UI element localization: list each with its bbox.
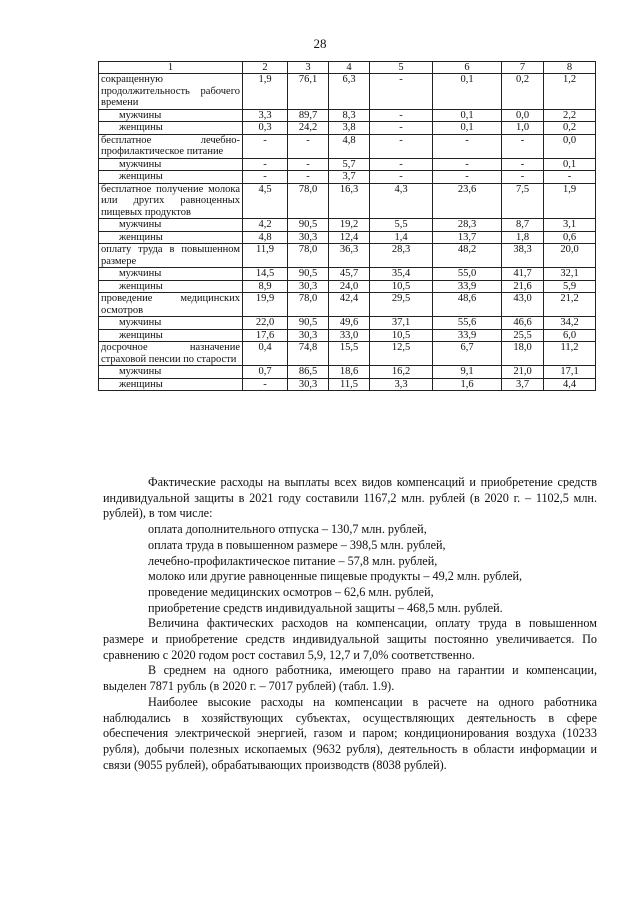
table-cell: 3,7 [502,378,544,391]
table-cell: - [288,134,329,158]
table-cell: 9,1 [433,366,502,379]
table-row [99,158,596,171]
table-row [99,366,596,379]
table-cell: - [370,74,433,110]
header-cell: 3 [288,62,329,74]
table-cell: 0,1 [433,74,502,110]
table-cell: 0,0 [502,109,544,122]
table-cell: - [502,134,544,158]
table-cell: 90,5 [288,268,329,281]
table-cell: 18,0 [502,342,544,366]
table-cell: 1,4 [370,231,433,244]
table-cell: - [502,158,544,171]
table-cell: 2,2 [544,109,596,122]
table-cell: 76,1 [288,74,329,110]
table-cell: 41,7 [502,268,544,281]
table-cell: 36,3 [329,244,370,268]
compensation-table [98,61,596,391]
table-cell: 0,1 [433,122,502,135]
paragraph-average-per-worker: В среднем на одного работника, имеющего право на гарантии и компенсации, выделен 7871 рубль (в 2020 г. – 7017 рублей) (табл. 1.9). [103,663,597,694]
header-cell: 8 [544,62,596,74]
table-row [99,109,596,122]
table-cell: - [370,158,433,171]
table-cell: 32,1 [544,268,596,281]
table-cell: 86,5 [288,366,329,379]
table-row [99,293,596,317]
table-cell: 30,3 [288,231,329,244]
list-item: лечебно-профилактическое питание – 57,8 млн. рублей, [148,553,438,568]
paragraph-highest-expenses: Наиболее высокие расходы на компенсации в расчете на одного работника наблюдались в хозяйствующих субъектах, осуществляющих деятельность в сфере обеспечения электрической энергией, газом и паром; кондиционирования воздуха (10233 рубля), добычи полезных ископаемых (9632 рубля), деятельность в области информации и связи (9055 рублей), обрабатывающих производств (8038 рублей). [103,694,597,772]
page-number: 28 [313,36,327,51]
table-row [99,342,596,366]
table-cell: 3,3 [370,378,433,391]
table-cell: 1,8 [502,231,544,244]
row-label: мужчины [99,268,243,281]
table-cell: - [243,134,288,158]
row-label: женщины [99,329,243,342]
table-cell: 21,2 [544,293,596,317]
row-label: мужчины [99,317,243,330]
table-cell: 4,3 [370,183,433,219]
table-cell: 30,3 [288,378,329,391]
table-cell: 0,6 [544,231,596,244]
row-label: женщины [99,171,243,184]
row-label: женщины [99,231,243,244]
header-cell: 6 [433,62,502,74]
table-cell: 78,0 [288,183,329,219]
table-cell: 3,8 [329,122,370,135]
table-cell: 7,5 [502,183,544,219]
table-cell: 3,7 [329,171,370,184]
table-cell: 28,3 [370,244,433,268]
table-cell: 0,2 [544,122,596,135]
header-cell: 7 [502,62,544,74]
table-cell: 19,2 [329,219,370,232]
row-label: женщины [99,122,243,135]
table-cell: - [243,378,288,391]
table-cell: 8,7 [502,219,544,232]
table-cell: 55,6 [433,317,502,330]
table-cell: 20,0 [544,244,596,268]
table-cell: 46,6 [502,317,544,330]
body-text [103,475,597,773]
table-cell: 8,3 [329,109,370,122]
row-label: досрочное назначение страховой пенсии по старости [99,342,243,366]
header-cell: 4 [329,62,370,74]
row-label: женщины [99,280,243,293]
row-label: женщины [99,378,243,391]
table-cell: 12,5 [370,342,433,366]
table-cell: 0,1 [433,109,502,122]
table-cell: 42,4 [329,293,370,317]
table-row [99,74,596,110]
table-cell: 4,8 [329,134,370,158]
table-cell: 1,0 [502,122,544,135]
table-cell: 21,6 [502,280,544,293]
row-label: мужчины [99,109,243,122]
header-cell: 2 [243,62,288,74]
table-cell: 30,3 [288,280,329,293]
table-cell: 4,2 [243,219,288,232]
table-cell: 90,5 [288,317,329,330]
table-cell: 1,9 [243,74,288,110]
table-cell: - [433,134,502,158]
table-cell: 16,2 [370,366,433,379]
table-cell: - [502,171,544,184]
table-cell: - [288,171,329,184]
table-cell: 3,3 [243,109,288,122]
table-cell: - [433,171,502,184]
table-cell: 29,5 [370,293,433,317]
table-cell: 30,3 [288,329,329,342]
table-cell: 33,9 [433,280,502,293]
table-cell: 48,2 [433,244,502,268]
table-cell: 0,2 [502,74,544,110]
table-cell: 8,9 [243,280,288,293]
table-cell: - [243,171,288,184]
table-cell: 33,9 [433,329,502,342]
paragraph-growth: Величина фактических расходов на компенсации, оплату труда в повышенном размере и приобретение средств индивидуальной защиты постоянно увеличивается. По сравнению с 2020 годом рост составил 5,9, 12,7 и 7,0% соответственно. [103,616,597,662]
table-cell: 21,0 [502,366,544,379]
table-row [99,329,596,342]
table-cell: 6,7 [433,342,502,366]
header-cell: 5 [370,62,433,74]
table-body [99,74,596,391]
row-label: бесплатное лечебно-профилактическое питание [99,134,243,158]
list-item: оплата дополнительного отпуска – 130,7 млн. рублей, [148,522,427,537]
table-cell: 4,4 [544,378,596,391]
row-label: мужчины [99,366,243,379]
table-cell: 0,7 [243,366,288,379]
table-header-row [99,62,596,74]
table-cell: 33,0 [329,329,370,342]
table-cell: 35,4 [370,268,433,281]
table-cell: 1,9 [544,183,596,219]
row-label: мужчины [99,158,243,171]
row-label: мужчины [99,219,243,232]
table-cell: 4,5 [243,183,288,219]
table-cell: 16,3 [329,183,370,219]
table-cell: - [243,158,288,171]
table-cell: 11,2 [544,342,596,366]
table-row [99,122,596,135]
list-item: молоко или другие равноценные пищевые продукты – 49,2 млн. рублей, [148,569,523,584]
table-cell: 17,1 [544,366,596,379]
table-cell: 1,2 [544,74,596,110]
table-row [99,244,596,268]
table-cell: 43,0 [502,293,544,317]
table-cell: 18,6 [329,366,370,379]
table-cell: - [370,134,433,158]
table-cell: 10,5 [370,280,433,293]
table-cell: 38,3 [502,244,544,268]
table-cell: 5,9 [544,280,596,293]
table-cell: 37,1 [370,317,433,330]
row-label: оплату труда в повышенном размере [99,244,243,268]
row-label: сокращенную продолжительность рабочего времени [99,74,243,110]
table-row [99,134,596,158]
table-cell: 6,3 [329,74,370,110]
table-cell: 12,4 [329,231,370,244]
table-cell: - [544,171,596,184]
table-cell: - [370,109,433,122]
table-cell: 78,0 [288,293,329,317]
table-cell: 90,5 [288,219,329,232]
table-cell: 10,5 [370,329,433,342]
table-cell: 34,2 [544,317,596,330]
list-item: приобретение средств индивидуальной защиты – 468,5 млн. рублей. [148,600,503,615]
list-item: проведение медицинских осмотров – 62,6 млн. рублей, [148,584,434,599]
table-cell: 0,4 [243,342,288,366]
table-row [99,171,596,184]
table-row [99,378,596,391]
row-label: проведение медицинских осмотров [99,293,243,317]
table-cell: 17,6 [243,329,288,342]
table-row [99,280,596,293]
table-cell: 89,7 [288,109,329,122]
table-cell: 13,7 [433,231,502,244]
table-cell: 48,6 [433,293,502,317]
table-cell: 49,6 [329,317,370,330]
table-cell: 74,8 [288,342,329,366]
table-cell: - [370,171,433,184]
table-cell: 19,9 [243,293,288,317]
table-cell: 5,5 [370,219,433,232]
table-cell: 24,2 [288,122,329,135]
table-cell: 0,0 [544,134,596,158]
table-cell: 14,5 [243,268,288,281]
table-cell: 1,6 [433,378,502,391]
table-cell: 3,1 [544,219,596,232]
table-cell: 24,0 [329,280,370,293]
table-cell: 11,5 [329,378,370,391]
table-cell: 15,5 [329,342,370,366]
table-cell: 5,7 [329,158,370,171]
paragraph-expenses-intro: Фактические расходы на выплаты всех видов компенсаций и приобретение средств индивидуальной защиты в 2021 году составили 1167,2 млн. рублей (в 2020 г. – 1102,5 млн. рублей), в том числе: [103,475,597,521]
table-cell: 0,3 [243,122,288,135]
table-row [99,219,596,232]
table-cell: 55,0 [433,268,502,281]
header-cell: 1 [99,62,243,74]
row-label: бесплатное получение молока или других равноценных пищевых продуктов [99,183,243,219]
table-cell: 11,9 [243,244,288,268]
table-row [99,317,596,330]
table-cell: 23,6 [433,183,502,219]
table-cell: 78,0 [288,244,329,268]
list-item: оплата труда в повышенном размере – 398,5 млн. рублей, [148,537,446,552]
table-cell: 45,7 [329,268,370,281]
table-row [99,268,596,281]
table-cell: 22,0 [243,317,288,330]
table-row [99,231,596,244]
table-cell: - [433,158,502,171]
table-cell: 28,3 [433,219,502,232]
table-row [99,183,596,219]
table-cell: 6,0 [544,329,596,342]
table-cell: 4,8 [243,231,288,244]
table-cell: - [288,158,329,171]
table-cell: 25,5 [502,329,544,342]
table-cell: 0,1 [544,158,596,171]
table-cell: - [370,122,433,135]
